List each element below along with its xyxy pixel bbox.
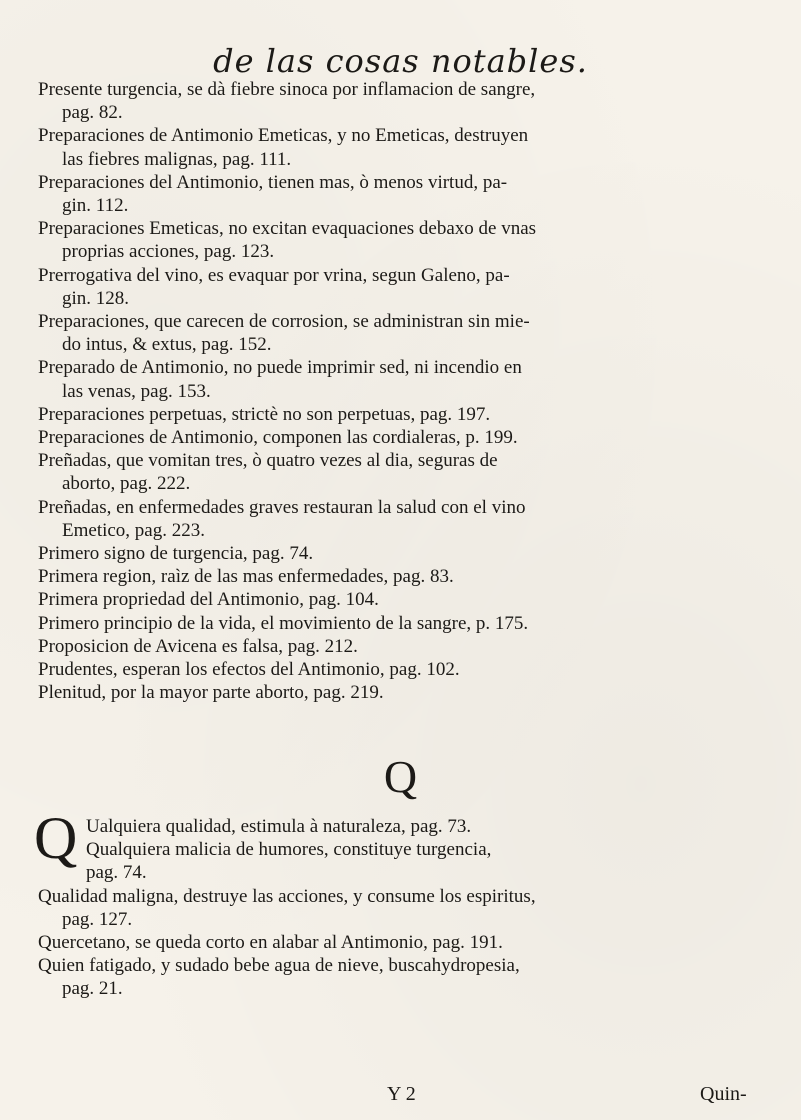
index-entries-q (38, 815, 773, 1001)
index-entry: Plenitud, por la mayor parte aborto, pag. 219. (38, 682, 384, 704)
section-letter: Q (383, 751, 418, 802)
index-entry: Primero signo de turgencia, pag. 74. (38, 543, 314, 565)
index-entry: Quercetano, se queda corto en alabar al Antimonio, pag. 191. (38, 932, 503, 954)
index-entry: Quien fatigado, y sudado bebe agua de nieve, buscahydropesia, pag. 21. (38, 955, 520, 1000)
index-entry: Presente turgencia, se dà fiebre sinoca por inflamacion de sangre, pag. 82. (38, 79, 536, 124)
index-entry: Qualquiera malicia de humores, constituye turgencia, pag. 74. (86, 839, 492, 884)
index-entry: Prudentes, esperan los efectos del Antimonio, pag. 102. (38, 659, 460, 681)
index-entry: Preparaciones del Antimonio, tienen mas, ò menos virtud, pa- gin. 112. (38, 171, 508, 217)
index-entry: Proposicion de Avicena es falsa, pag. 212. (38, 635, 358, 657)
index-entry: Preñadas, que vomitan tres, ò quatro vezes al dia, seguras de aborto, pag. 222. (38, 450, 498, 495)
index-entry: Primera propriedad del Antimonio, pag. 104. (38, 589, 379, 611)
index-entry: Preparaciones, que carecen de corrosion, se administran sin mie- do intus, & extus, pag. 152. (38, 311, 530, 356)
index-entry: Preparaciones de Antimonio, componen las cordialeras, p. 199. (38, 427, 518, 449)
index-entry: Qualidad maligna, destruye las acciones, y consume los espiritus, pag. 127. (38, 885, 536, 930)
catchword: Quin- (700, 1083, 747, 1105)
running-header: de las cosas notables. (213, 42, 588, 80)
index-entry: Preparaciones Emeticas, no excitan evaquaciones debaxo de vnas proprias acciones, pag. 123. (38, 218, 537, 263)
index-entries-p (38, 78, 773, 704)
index-entry: Prerrogativa del vino, es evaquar por vrina, segun Galeno, pa- gin. 128. (38, 264, 510, 309)
index-entry: Preparado de Antimonio, no puede imprimir sed, ni incendio en las venas, pag. 153. (38, 357, 522, 402)
index-entry: Primera region, raìz de las mas enfermedades, pag. 83. (38, 566, 454, 588)
index-entry: Ualquiera qualidad, estimula à naturaleza, pag. 73. (86, 816, 472, 837)
index-entry: Preñadas, en enfermedades graves restauran la salud con el vino Emetico, pag. 223. (38, 496, 526, 541)
drop-cap: Q (34, 805, 78, 871)
index-entry: Primero principio de la vida, el movimiento de la sangre, p. 175. (38, 612, 529, 634)
signature-mark: Y 2 (387, 1083, 416, 1105)
index-entry: Preparaciones perpetuas, strictè no son perpetuas, pag. 197. (38, 403, 491, 425)
index-entry: Preparaciones de Antimonio Emeticas, y no Emeticas, destruyen las fiebres malignas, pag. 111. (38, 125, 529, 170)
